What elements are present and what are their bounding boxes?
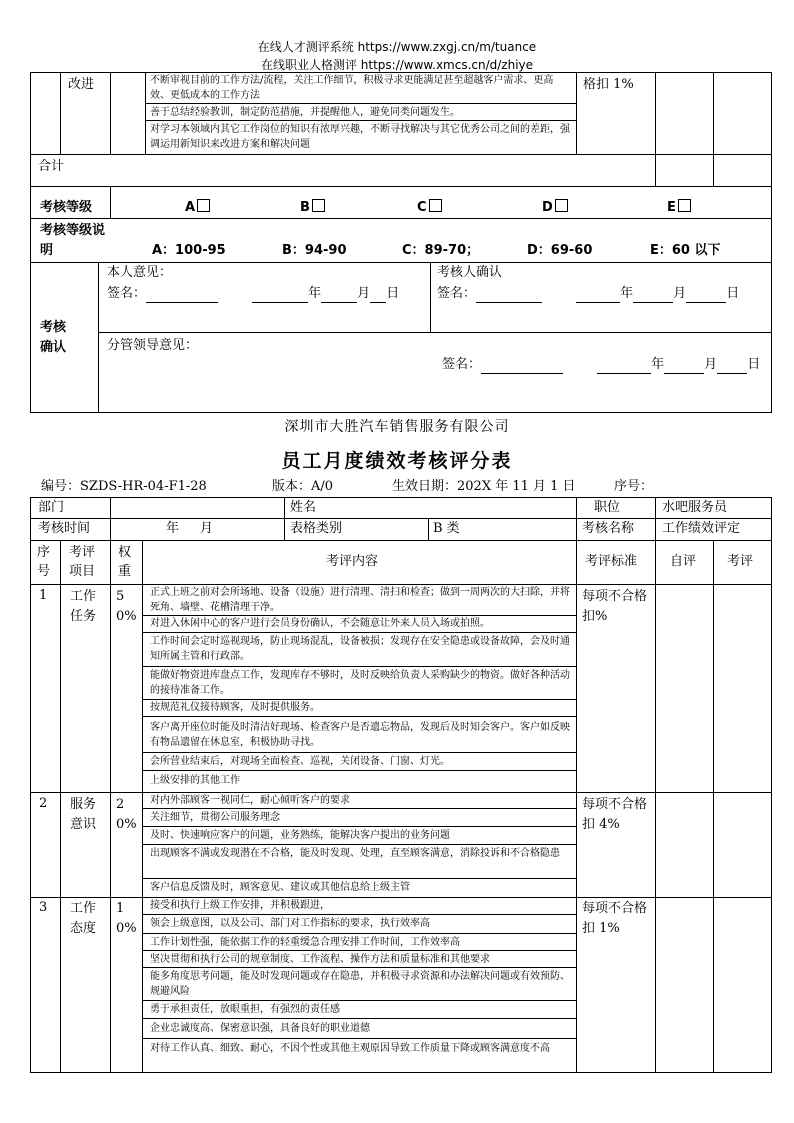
confirm-label: 考核确认 [40,320,67,355]
col-weight: 权重 [118,545,132,579]
grade-desc-b: B：94-90 [282,243,347,258]
grade-d: D [542,199,568,217]
s1-item-6: 客户离开座位时能及时清洁好现场、检查客户是否遗忘物品，发现后及时知会客户。客户如反映有物品遗留在休息室，积极协助寻找。 [150,722,570,748]
section-3-standard: 每项不合格扣 1% [582,901,648,936]
form-version: 版本：A/0 [272,479,334,494]
s3-item-8: 对待工作认真、细致、耐心，不因个性或其他主观原因导致工作质量下降或顾客满意度不高 [150,1043,550,1054]
grade-c: C [417,199,442,217]
improve-item-3: 对学习本领域内其它工作岗位的知识有浓厚兴趣，不断寻找解决与其它优秀公司之间的差距，强调运用新知识来改进方案和解决问题 [150,124,570,150]
section-2-item: 服务意识 [70,797,97,832]
col-item: 考评项目 [69,545,96,579]
s2-item-1: 对内外部顾客一视同仁，耐心倾听客户的要求 [150,795,350,806]
section-2-weight: 20% [116,797,137,832]
section-1-standard: 每项不合格扣% [582,589,648,624]
period-month: 月 [200,521,214,536]
section-3-no: 3 [39,900,48,915]
col-eval: 考评 [727,554,754,569]
effective-date: 生效日期：202X 年 11 月 1 日 [392,479,576,494]
s3-item-6: 勇于承担责任，放眼重担，有强烈的责任感 [150,1004,340,1015]
period-label: 考核时间 [38,521,91,536]
self-opinion-label: 本人意见： [107,265,173,280]
s2-item-5: 客户信息反馈及时，顾客意见、建议或其他信息给上级主管 [150,882,410,893]
improve-item-1: 不断审视目前的工作方法/流程，关注工作细节，积极寻求更能满足甚至超越客户需求、更高效、更低成本的工作方法 [150,75,554,101]
s2-item-4: 出现顾客不满或发现潜在不合格，能及时发现、处理，直至顾客满意，消除投诉和不合格隐患 [150,848,560,859]
assess-name-value: 工作绩效评定 [662,521,741,536]
grade-a-checkbox[interactable] [197,199,210,212]
grade-e: E [667,199,691,217]
dept-label: 部门 [38,500,65,515]
company-name: 深圳市大胜汽车销售服务有限公司 [284,419,510,435]
s1-item-3: 工作时间会定时巡视现场，防止现场混乱，设备被损；发现存在安全隐患或设备故障，会及时通知所属主管和行政部。 [150,636,570,662]
position-value: 水吧服务员 [662,500,728,515]
improve-label: 改进 [68,77,95,92]
section-3-weight: 10% [116,901,137,936]
col-self: 自评 [670,554,697,569]
s3-item-3: 工作计划性强，能依据工作的轻重缓急合理安排工作时间，工作效率高 [150,937,460,948]
s3-item-5: 能多角度思考问题，能及时发现问题或存在隐患，并积极寻求资源和办法解决问题或有效预防、规避风险 [150,971,570,997]
s1-item-8: 上级安排的其他工作 [150,775,240,786]
col-no: 序号 [37,545,51,579]
col-content: 考评内容 [326,554,379,569]
s2-item-2: 关注细节，贯彻公司服务理念 [150,812,280,823]
improve-item-2: 善于总结经验教训，制定防范措施，并提醒他人，避免同类问题发生。 [150,107,460,118]
section-1-no: 1 [39,588,48,603]
s3-item-7: 企业忠诚度高、保密意识强，具备良好的职业道德 [150,1023,370,1034]
form-code: 编号：SZDS-HR-04-F1-28 [41,479,207,494]
grade-c-checkbox[interactable] [429,199,442,212]
grade-desc-a: A：100-95 [152,243,226,258]
assessor-confirm-label: 考核人确认 [437,265,503,280]
name-label: 姓名 [290,500,317,515]
grade-label: 考核等级 [40,200,93,215]
assessor-sign-row: 签名： 年 月 日 [437,286,740,301]
section-1-item: 工作任务 [70,589,97,624]
improve-standard: 格扣 1% [583,77,634,92]
leader-opinion-label: 分管领导意见： [107,338,199,353]
s2-item-3: 及时、快速响应客户的问题，业务熟练，能解决客户提出的业务问题 [150,830,450,841]
s1-item-1: 正式上班之前对会所场地、设备（设施）进行清理、清扫和检查；做到一周两次的大扫除，并将死角、墙壁、花槽清理干净。 [150,587,570,613]
grade-desc-c: C：89-70； [402,243,480,258]
s1-item-2: 对进入休闲中心的客户进行会员身份确认，不会随意让外来人员入场或拍照。 [150,618,490,629]
section-2-standard: 每项不合格扣 4% [582,797,648,832]
s1-item-4: 能做好物资进库盘点工作，发现库存不够时，及时反映给负责人采购缺少的物资。做好各种活动的接待准备工作。 [150,670,570,696]
form-title: 员工月度绩效考核评分表 [281,450,513,472]
form-type-value: B 类 [433,521,460,536]
header-line-1: 在线人才测评系统 https://www.zxgj.cn/m/tuance [257,40,537,54]
position-label: 职位 [594,500,621,515]
col-standard: 考评标准 [585,554,638,569]
serial-label: 序号： [614,479,654,494]
grade-a: A [185,199,210,217]
total-label: 合计 [38,159,65,174]
s3-item-4: 坚决贯彻和执行公司的规章制度、工作流程、操作方法和质量标准和其他要求 [150,954,490,965]
s3-item-2: 领会上级意图，以及公司、部门对工作指标的要求，执行效率高 [150,918,430,929]
form-type-label: 表格类别 [290,521,343,536]
grade-b-checkbox[interactable] [312,199,325,212]
period-year: 年 [166,521,180,536]
header-line-2: 在线职业人格测评 https://www.xmcs.cn/d/zhiye [260,58,534,72]
section-2-no: 2 [39,796,48,811]
grade-d-checkbox[interactable] [555,199,568,212]
s1-item-7: 会所营业结束后，对现场全面检查、巡视，关闭设备、门窗、灯光。 [150,756,450,767]
grade-desc-e: E：60 以下 [650,243,721,258]
grade-e-checkbox[interactable] [678,199,691,212]
s1-item-5: 按规范礼仪接待顾客，及时提供服务。 [150,702,320,713]
grade-desc-d: D：69-60 [527,243,593,258]
self-sign-row: 签名： 年 月 日 [107,286,400,301]
grade-desc-label: 考核等级说明 [40,223,106,258]
section-1-weight: 50% [116,589,137,624]
s3-item-1: 接受和执行上级工作安排，并积极跟进， [150,900,330,911]
leader-sign-row: 签名： 年 月 日 [442,357,761,372]
grade-b: B [300,199,325,217]
assess-name-label: 考核名称 [582,521,635,536]
section-3-item: 工作态度 [70,901,97,936]
